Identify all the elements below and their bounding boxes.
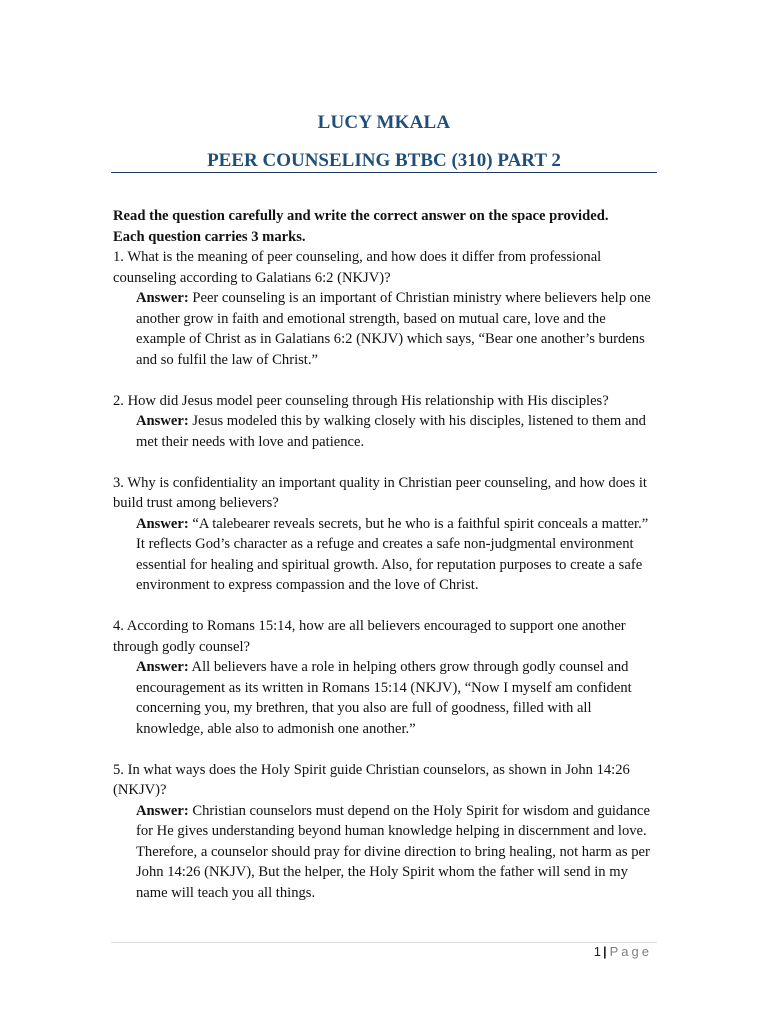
document-body [113, 206, 658, 924]
page-word: Page [609, 944, 652, 959]
answer-label: Answer: [136, 413, 189, 429]
qa-item-5 [113, 760, 658, 904]
answer-3 [136, 514, 658, 596]
answer-4 [136, 657, 658, 739]
answer-1 [136, 288, 658, 370]
footer-divider [111, 942, 657, 943]
question-2: 2. How did Jesus model peer counseling through His relationship with His disciples? [113, 392, 609, 409]
qa-item-4 [113, 616, 658, 739]
question-3: 3. Why is confidentiality an important quality in Christian peer counseling, and how does it build trust among believers? [113, 474, 647, 511]
question-5: 5. In what ways does the Holy Spirit guide Christian counselors, as shown in John 14:26 (NKJV)? [113, 761, 630, 798]
qa-item-3 [113, 473, 658, 596]
question-4: 4. According to Romans 15:14, how are all believers encouraged to support one another through godly counsel? [113, 618, 626, 655]
instructions-line-2: Each question carries 3 marks. [113, 228, 306, 245]
instructions-line-1: Read the question carefully and write the correct answer on the space provided. [113, 208, 609, 224]
answer-text: Jesus modeled this by walking closely with his disciples, listened to them and met their needs with love and patience. [136, 413, 646, 450]
title-underline [111, 172, 657, 173]
answer-label: Answer: [136, 290, 189, 306]
page-number: 1 [593, 944, 601, 959]
answer-label: Answer: [136, 659, 189, 675]
question-1: 1. What is the meaning of peer counseling, and how does it differ from professional counseling according to Galatians 6:2 (NKJV)? [113, 249, 602, 286]
answer-text: Christian counselors must depend on the Holy Spirit for wisdom and guidance for He gives understanding beyond human knowledge helping in discernment and love. Therefore, a counselor should pray for divine direction to bring healing, not harm as per John 14:26 (NKJV), But the helper, the Holy Spirit whom the father will send in my name will teach you all things. [136, 802, 650, 901]
answer-text: All believers have a role in helping others grow through godly counsel and encouragement as its written in Romans 15:14 (NKJV), “Now I myself am confident concerning you, my brethren, that you also are full of goodness, filled with all knowledge, able also to admonish one another.” [136, 659, 632, 737]
answer-2 [136, 411, 658, 452]
course-title: PEER COUNSELING BTBC (310) PART 2 [207, 150, 561, 171]
answer-text: “A talebearer reveals secrets, but he who is a faithful spirit conceals a matter.” It reflects God’s character as a refuge and creates a safe non-judgmental environment essential for healing and spiritual growth. Also, for reputation purposes to create a safe environment to express compassion and the love of Christ. [136, 515, 649, 593]
author-name: LUCY MKALA [317, 112, 451, 133]
instructions [113, 206, 658, 247]
qa-item-2 [113, 391, 658, 453]
answer-label: Answer: [136, 515, 189, 532]
answer-text: Peer counseling is an important of Christian ministry where believers help one another grow in faith and emotional strength, based on mutual care, love and the example of Christ as in Galatians 6:2 (NKJV) which says, “Bear one another’s burdens and so fulfil the law of Christ.” [136, 290, 651, 368]
answer-label: Answer: [136, 802, 189, 819]
page-footer [594, 944, 652, 959]
page-separator: | [602, 944, 607, 959]
answer-5 [136, 801, 658, 904]
qa-item-1 [113, 247, 658, 370]
